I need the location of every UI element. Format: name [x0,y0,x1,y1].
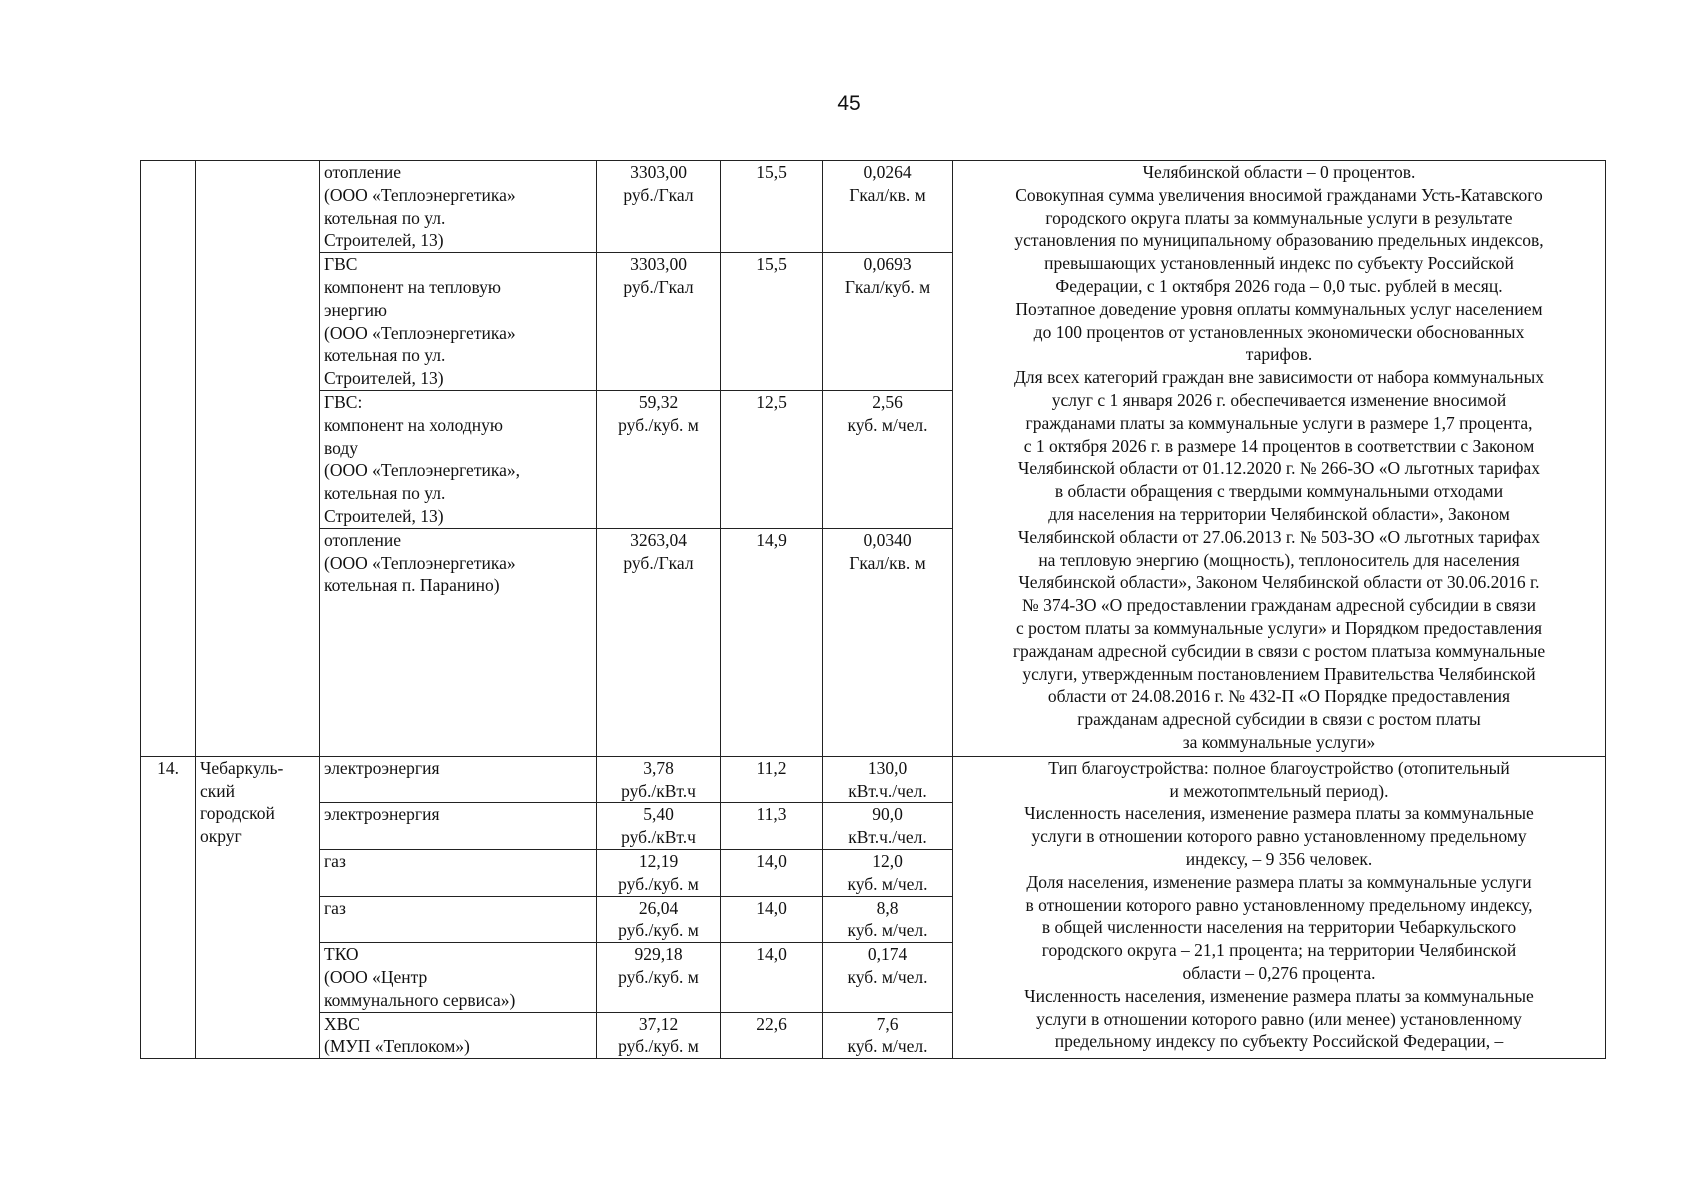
tariff-cell: 3,78 руб./кВт.ч [597,756,721,803]
norm-cell: 0,0693 Гкал/куб. м [823,253,953,391]
table-row [141,756,1606,803]
increase-cell: 22,6 [721,1012,823,1059]
row-number-cell [141,161,196,757]
increase-cell: 11,2 [721,756,823,803]
tariff-cell: 3303,00 руб./Гкал [597,253,721,391]
service-cell: электроэнергия [320,756,597,803]
note-cell: Челябинской области – 0 процентов. Совокупная сумма увеличения вносимой гражданами Усть-Катавского городского округа платы за коммунальные услуги в результате установления по муниципальному образованию предельных индексов, превышающих установленный индекс по субъекту Российской Федерации, с 1 октября 2026 года – 0,0 тыс. рублей в месяц. Поэтапное доведение уровня оплаты коммунальных услуг населением до 100 процентов от установленных экономически обоснованных тарифов. Для всех категорий граждан вне зависимости от набора коммунальных услуг с 1 января 2026 г. обеспечивается изменение вносимой гражданами платы за коммунальные услуги в размере 1,7 процента, с 1 октября 2026 г. в размере 14 процентов в соответствии с Законом Челябинской области от 01.12.2020 г. № 266-ЗО «О льготных тарифах в области обращения с твердыми коммунальными отходами для населения на территории Челябинской области», Законом Челябинской области от 27.06.2013 г. № 503-ЗО «О льготных тарифах на тепловую энергию (мощность), теплоноситель для населения Челябинской области», Законом Челябинской области от 30.06.2016 г. № 374-ЗО «О предоставлении гражданам адресной субсидии в связи с ростом платы за коммунальные услуги» и Порядком предоставления гражданам адресной субсидии в связи с ростом платыза коммунальные услуги, утвержденным постановлением Правительства Челябинской области от 24.08.2016 г. № 432-П «О Порядке предоставления гражданам адресной субсидии в связи с ростом платы за коммунальные услуги» [953,161,1606,757]
service-cell: отопление (ООО «Теплоэнергетика» котельная п. Паранино) [320,528,597,756]
service-cell: газ [320,896,597,943]
tariff-cell: 3263,04 руб./Гкал [597,528,721,756]
service-cell: газ [320,849,597,896]
norm-cell: 7,6 куб. м/чел. [823,1012,953,1059]
increase-cell: 14,9 [721,528,823,756]
service-cell: электроэнергия [320,803,597,850]
increase-cell: 15,5 [721,253,823,391]
increase-cell: 11,3 [721,803,823,850]
norm-cell: 0,174 куб. м/чел. [823,943,953,1012]
note-cell: Тип благоустройства: полное благоустройство (отопительный и межотопмтельный период). Численность населения, изменение размера платы за коммунальные услуги в отношении которого равно установленному предельному индексу, – 9 356 человек. Доля населения, изменение размера платы за коммунальные услуги в отношении которого равно установленному предельному индексу, в общей численности населения на территории Чебаркульского городского округа – 21,1 процента; на территории Челябинской области – 0,276 процента. Численность населения, изменение размера платы за коммунальные услуги в отношении которого равно (или менее) установленному предельному индексу по субъекту Российской Федерации, – [953,756,1606,1058]
tariff-cell: 37,12 руб./куб. м [597,1012,721,1059]
tariff-cell: 5,40 руб./кВт.ч [597,803,721,850]
norm-cell: 8,8 куб. м/чел. [823,896,953,943]
norm-cell: 12,0 куб. м/чел. [823,849,953,896]
norm-cell: 90,0 кВт.ч./чел. [823,803,953,850]
page-number: 45 [837,92,861,115]
increase-cell: 14,0 [721,896,823,943]
service-cell: ТКО (ООО «Центр коммунального сервиса») [320,943,597,1012]
service-cell: ГВС компонент на тепловую энергию (ООО «Теплоэнергетика» котельная по ул. Строителей, 13) [320,253,597,391]
service-cell: ХВС (МУП «Теплоком») [320,1012,597,1059]
tariff-cell: 929,18 руб./куб. м [597,943,721,1012]
tariff-cell: 26,04 руб./куб. м [597,896,721,943]
norm-cell: 130,0 кВт.ч./чел. [823,756,953,803]
tariff-cell: 59,32 руб./куб. м [597,390,721,528]
norm-cell: 0,0340 Гкал/кв. м [823,528,953,756]
municipality-cell [196,161,320,757]
service-cell: ГВС: компонент на холодную воду (ООО «Теплоэнергетика», котельная по ул. Строителей, 13) [320,390,597,528]
tariff-table [140,160,1606,1059]
service-cell: отопление (ООО «Теплоэнергетика» котельная по ул. Строителей, 13) [320,161,597,253]
table-row [141,161,1606,253]
tariff-cell: 3303,00 руб./Гкал [597,161,721,253]
municipality-cell: Чебаркуль- ский городской округ [196,756,320,1058]
increase-cell: 14,0 [721,849,823,896]
norm-cell: 0,0264 Гкал/кв. м [823,161,953,253]
norm-cell: 2,56 куб. м/чел. [823,390,953,528]
increase-cell: 15,5 [721,161,823,253]
increase-cell: 12,5 [721,390,823,528]
row-number-cell: 14. [141,756,196,1058]
increase-cell: 14,0 [721,943,823,1012]
tariff-cell: 12,19 руб./куб. м [597,849,721,896]
